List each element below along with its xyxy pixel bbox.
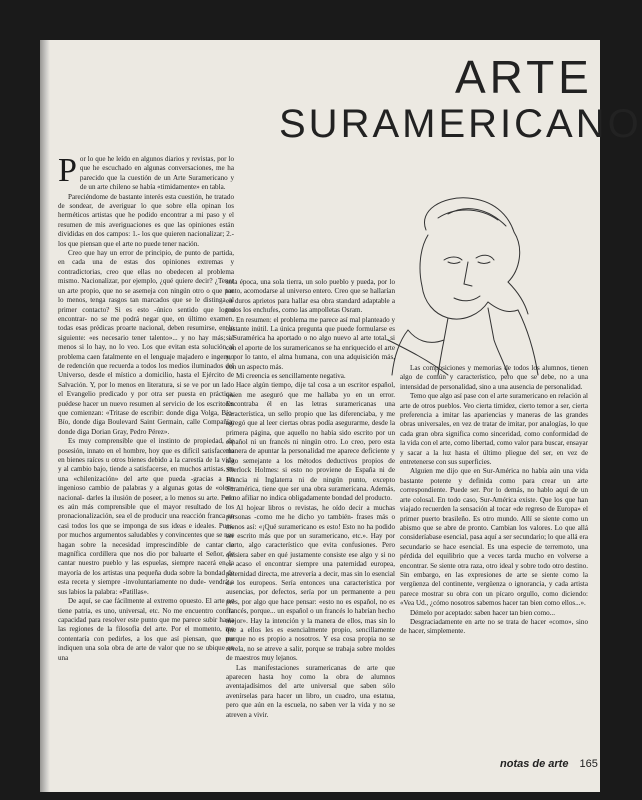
page-footer [500, 758, 598, 770]
paragraph: Es muy comprensible que el instinto de propiedad, de posesión, innato en el hombre, hoy que es difícil satisfacerlo en bienes raíces u otros bienes debido a la carestía de la vida y al cambio bajo, tiende a satisfacerse, en muchos artistas, en una «chilenización» del arte que pueda -gracias a un ingenioso cambio de palabras y a algunas gotas de «olor» nacional- darles la ilusión de poseer, a lo menos su arte. Pero es aún más comprensible que el mayor resultado de los pronacionalización, sea el de producir una reacción franca en casi todos los que se imponga de sus ideas e ideales. Pues, por muchos argumentos saludables y convincentes que se nos hagan sobre la necesidad imprescindible de cantar la magnífica cordillera que nos dio por baluarte el Señor, de cantar nuestro pueblo y las espuelas, siempre nacerá en la mayoría de los artistas una pequeña duda sobre la bondad de esta receta y siempre -involuntariamente no dude- vendrá a sus labios la palabra: «Patillas». [58, 437, 234, 596]
paragraph: Hace algún tiempo, dije tal cosa a un escritor español, quien me aseguró que me hallaba yo en un error. Encontraba él en las letras suramericanas una característica, un sello propio que las diferenciaba, y me agregó que al leer ciertas obras podía asegurarme, desde la primera página, que aquello no había sido escrito por un español ni un francés ni ningún otro. Lo creo, pero esta manera de apuntar la personalidad me aparece deficiente y algo semejante a los métodos deductivos propios de Sherlock Holmes: si esto no proviene de España ni de Francia ni Inglaterra ni de ningún punto, excepto Suramérica, tiene que ser una obra suramericana. Además, el no afiliar no indica obligadamente bondad del producto. [226, 381, 395, 503]
page-spine-shadow [40, 40, 50, 792]
paragraph: Por lo que he leído en algunos diarios y revistas, por lo que he escuchado en algunas conversaciones, me ha parecido que la cuestión de un Arte Suramericano y de un arte chileno se había «timidamente» en tabla. [58, 152, 234, 192]
paragraph: Al hojear libros o revistas, he oído decir a muchas personas -como me he dicho yo también- frases más o menos así: «¡Qué suramericano es esto! Esto no ha podido ser escrito más que por un suramericano, etc.». Hay por cierto, algo característico que evita confusiones. Pero quisiera saber en qué justamente consiste ese algo y si no es acaso el encontrar siempre una paternidad europea, paternidad directa, me atrevería a decir, mas sin lo esencial de los europeos. Sería entonces una característica por ausencias, por defectos, sería por un permanente a peu près, por algo que hace pensar: «esto no es español, no es francés, porque... un español o un francés lo habrían hecho mejor». Hay la intención y la manera de ellos, mas sin lo que a ellos les es esencialmente propio, sencillamente porque no es propio a nosotros. Y esa cosa propia no se revela, no se atreve a salir, porque se trabaja sobre moldes de maestros muy lejanos. [226, 503, 395, 663]
text-column-2 [226, 278, 395, 733]
title-line-2: SURAMERICANO [279, 102, 642, 146]
paragraph: Pareciéndome de bastante interés esta cuestión, he tratado de sondear, de averiguar lo que sobre ella opinan los herméticos artistas que he podido encontrar a mi paso y el resumen de mis averiguaciones es que las opiniones están divididas en dos campos: 1.- los que quieren nacionalizar; 2.- los que piensan que el arte no puede tener nación. [58, 192, 234, 248]
paragraph: En resumen: el problema me parece así mal planteado y bastante inútil. La única pregunta que puede formularse es si Suramérica ha aportado o no algo nuevo al arte total, si con el aporte de los suramericanos se ha enriquecido el arte y, por lo tanto, el alma humana, con una adquisición más, con un aspecto más. [226, 315, 395, 371]
paragraph: Desgraciadamente en arte no se trata de hacer «como», sino de hacer, simplemente. [400, 617, 588, 636]
title-line-1: ARTE [455, 51, 593, 103]
paragraph: Creo que hay un error de principio, de punto de partida, en cada una de estas dos opiniones extremas y contradictorias, creo que ellas no obedecen al problema mismo. Nacionalizar, por ejemplo, ¿qué quiere decir? ¿Tener un arte propio, que no se asemeja con ningún otro o que por lo menos, tenga rasgos tan marcados que se le distinga al primer contacto? Si es esto -único sentido que logro encontrar- no se me podrá negar que, en último examen, todas esas prédicas proarte nacional, deben resumirse, en lo siguiente: «es necesario tener talento»... y no hay más; al menos si lo hay, no lo veo. Los que evitan esta solución al problema caen fatalmente en el lenguaje majadero e ingenuo de redención que recuerda a todos los medios iluminados del Universo, desde el místico a domicilio, hasta el Ejército de Salvación. Y, por lo menos en literatura, si se ve por un lado el Evangelio predicado y por otra ser puesta en práctica, puédese hacer un nuevo resumen al servicio de los escritores que comienzan: «Tritase de escribir: donde diga Volga, Bío-Bío, donde diga Boulevard Saint Germain, calle Compañía; donde diga Dorian Gray, Pedro Pérez». [58, 249, 234, 436]
magazine-page [40, 40, 642, 792]
paragraph: Las composiciones y memorias de todos los alumnos, tienen algo de común y característico, pero que se debe, no a una intensidad de personalidad, sino a una ausencia de personalidad. [400, 364, 588, 391]
drop-cap: P [58, 152, 77, 189]
paragraph: Temo que algo así pase con el arte suramericano en relación al arte de otros pueblos. Veo cierta timidez, cierto temor a ser, cierta preferencia a imitar las apariencias y maneras de las grandes obras universales, en vez de tratar de imitar, por analogías, lo que cada gran obra significa como sinceridad, como conformidad de la vida con el arte, como libertad, como valor para buscar, ensayar y sacar a la luz hasta el último pliegue del ser, en vez de entretenerse con sus superficies. [400, 392, 589, 467]
paragraph: Las manifestaciones suramericanas de arte que aparecen hasta hoy como la obra de alumnos aventajadísimos del arte universal que saben sólo avenírselas para hacer un libro, un cuadro, una estatua, pero que aún en la escuela, no saben ver la vida y no se atreven a vivir. [226, 663, 395, 719]
paragraph: Alguien me dijo que en Sur-América no había aún una vida bastante potente y definida como para crear un arte correspondiente. Puede ser. Por lo demás, no hablo aquí de un arte colosal. En todo caso, Sur-América existe. Que los que han viajado recuerden la sensación al tocar «de regreso de Europa» el primer puerto brasileño. Es otro mundo. Allí se siente como un abismo que se abre de pronto. Cambian los valores. Lo que allá consideríabase esencial, pasa aquí a ser secundario; lo que allá era secundario se hace esencial. Es una especie de terremoto, una pérdida del equilibrio que a veces tarda mucho en volverse a encontrar. Se siente otra raza, otro ideal y sobre todo otro destino. Sin embargo, en las expresiones de arte se siente como la vergüenza del continente, vergüenza o ignorancia, y cada artista parece mostrar su obra con un pícaro orgullo, como diciendo: «Vea Ud., ¿cómo nosotros sabemos hacer tan bien como ellos...». [400, 467, 588, 608]
text-column-1 [58, 152, 234, 785]
paragraph: Démelo por aceptado: saben hacer tan bien como... [410, 608, 555, 617]
magazine-name: notas de arte [500, 758, 569, 770]
text-column-3 [400, 364, 588, 744]
paragraph: Mi creencia es sencillamente negativa. [236, 372, 346, 381]
page-number: 165 [579, 758, 598, 770]
paragraph: sola época, una sola tierra, un solo pueblo y pueda, por lo tanto, acomodarse al universo entero. Creo que se hallarían en duros aprietos para hallar esa obra standard adaptable a todos los enchufes, como las ampolletas Osram. [226, 278, 395, 315]
paragraph: De aquí, se cae fácilmente al extremo opuesto. El arte no tiene patria, es uno, universal, etc. No me encuentro con la capacidad para resolver este punto que me parece subir hasta las regiones de la filosofía del arte. Por el momento, me contentaría con pedirles, a los que así piensan, que me indiquen una sola obra de arte de valor que no se ubique en una [58, 597, 234, 662]
